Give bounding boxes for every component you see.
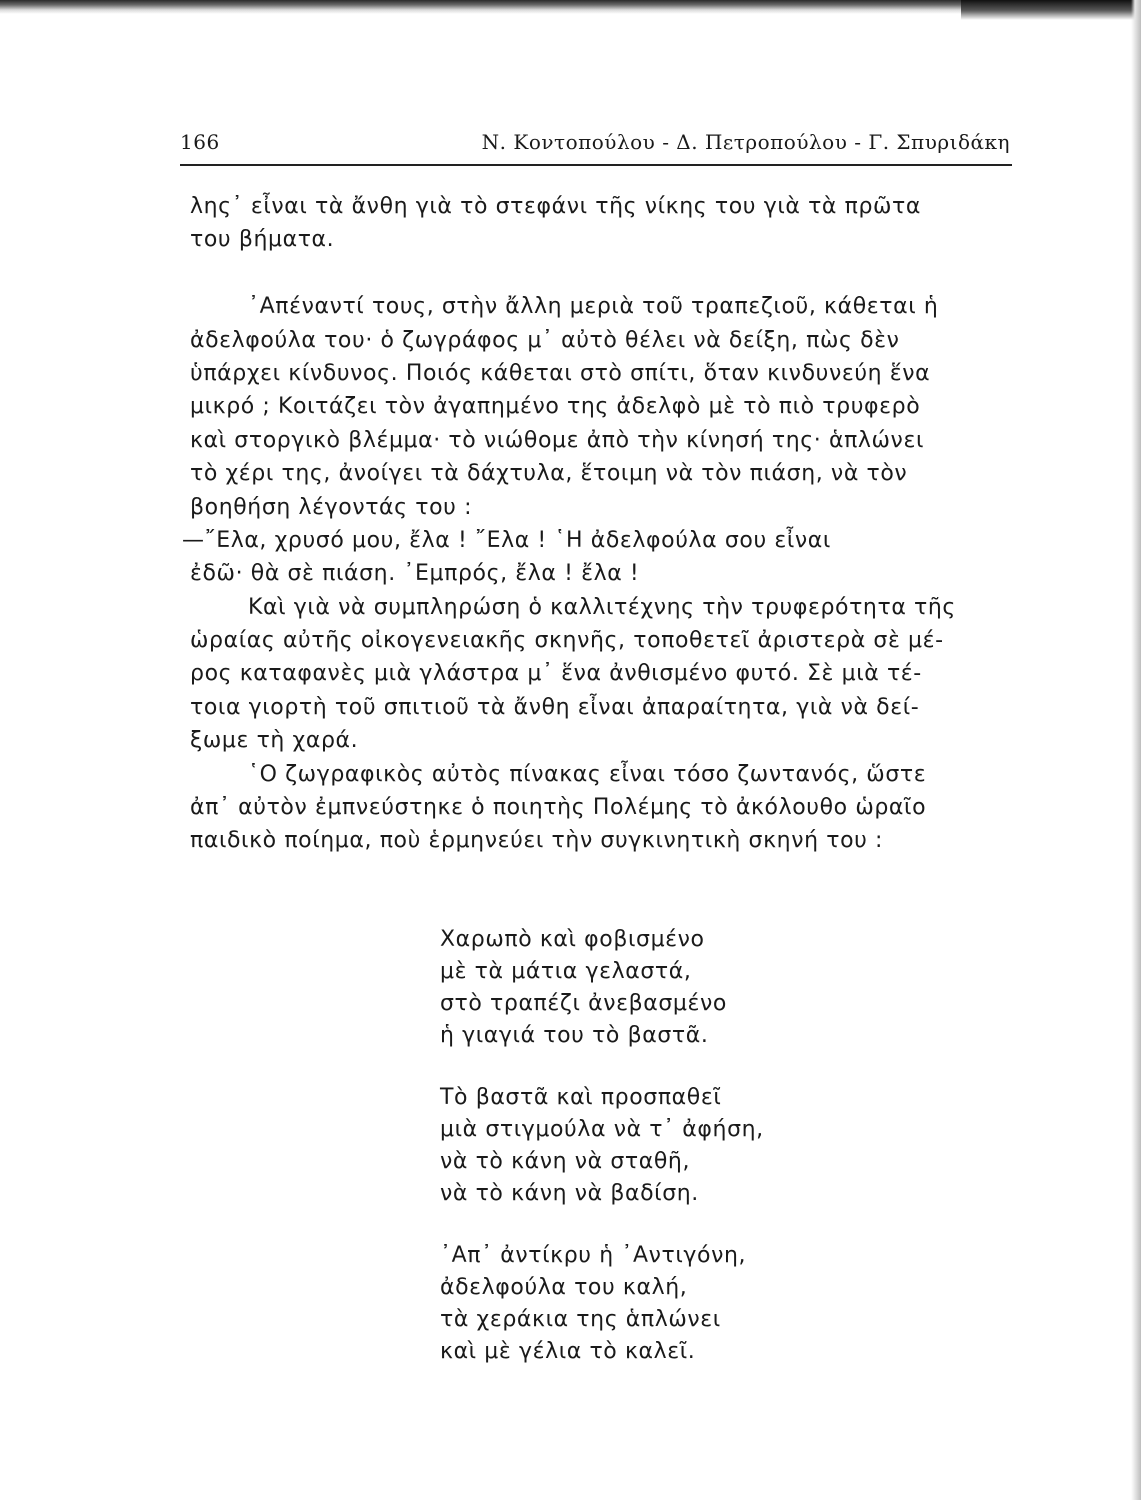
text-line: μικρό ; Κοιτάζει τὸν ἀγαπημένο της ἀδελφὸ μὲ τὸ πιὸ τρυφερὸ xyxy=(190,394,921,420)
text-line: ξωμε τὴ χαρά. xyxy=(190,728,359,754)
page-top-right-shadow xyxy=(961,0,1141,20)
poem-line: νὰ τὸ κάνη νὰ σταθῆ, xyxy=(440,1149,691,1174)
text-line: ὑπάρχει κίνδυνος. Ποιός κάθεται στὸ σπίτι, ὅταν κινδυνεύη ἕνα xyxy=(190,360,931,386)
text-line: ἐδῶ· θὰ σὲ πιάση. ᾽Εμπρός, ἔλα ! ἔλα ! xyxy=(190,561,640,587)
text-line: του βήματα. xyxy=(190,227,335,253)
poem-line: Τὸ βαστᾶ καὶ προσπαθεῖ xyxy=(440,1085,722,1110)
text-line: παιδικὸ ποίημα, ποὺ ἑρμηνεύει τὴν συγκινητικὴ σκηνή του : xyxy=(190,828,884,854)
poem-line: Χαρωπὸ καὶ φοβισμένο xyxy=(440,927,705,952)
body-text xyxy=(182,190,1010,858)
poem-stanza xyxy=(440,1082,960,1210)
text-line: καὶ στοργικὸ βλέμμα· τὸ νιώθομε ἀπὸ τὴν κίνησή της· ἁπλώνει xyxy=(190,427,924,453)
text-line: τὸ χέρι της, ἀνοίγει τὰ δάχτυλα, ἕτοιμη νὰ τὸν πιάση, νὰ τὸν xyxy=(190,461,908,487)
paragraph-gap xyxy=(190,257,1010,290)
poem-line: μὲ τὰ μάτια γελαστά, xyxy=(440,959,692,984)
page-header xyxy=(180,126,1010,158)
text-line: ᾽Απέναντί τους, στὴν ἄλλη μεριὰ τοῦ τραπεζιοῦ, κάθεται ἡ xyxy=(248,294,939,320)
poem-line: στὸ τραπέζι ἀνεβασμένο xyxy=(440,991,727,1016)
text-line: ὡραίας αὐτῆς οἰκογενειακῆς σκηνῆς, τοποθετεῖ ἀριστερὰ σὲ μέ- xyxy=(190,628,944,654)
text-line: βοηθήση λέγοντάς του : xyxy=(190,494,473,520)
poem-line: ἀδελφούλα του καλή, xyxy=(440,1275,688,1300)
poem-stanza xyxy=(440,1240,960,1368)
poem xyxy=(440,924,960,1398)
poem-line: τὰ χεράκια της ἁπλώνει xyxy=(440,1307,721,1332)
text-line: λης᾽ εἶναι τὰ ἄνθη γιὰ τὸ στεφάνι τῆς νίκης του γιὰ τὰ πρῶτα xyxy=(190,194,921,219)
poem-line: νὰ τὸ κάνη νὰ βαδίση. xyxy=(440,1181,699,1206)
text-line: ῾Ο ζωγραφικὸς αὐτὸς πίνακας εἶναι τόσο ζωντανός, ὥστε xyxy=(248,761,927,787)
page-number: 166 xyxy=(180,130,220,154)
text-line: ἀδελφούλα του· ὁ ζωγράφος μ᾽ αὐτὸ θέλει νὰ δείξη, πὼς δὲν xyxy=(190,327,900,353)
text-line: τοια γιορτὴ τοῦ σπιτιοῦ τὰ ἄνθη εἶναι ἀπαραίτητα, γιὰ νὰ δεί- xyxy=(190,694,920,720)
poem-line: καὶ μὲ γέλια τὸ καλεῖ. xyxy=(440,1339,696,1364)
poem-stanza xyxy=(440,924,960,1052)
text-line: ἀπ᾽ αὐτὸν ἐμπνεύστηκε ὁ ποιητὴς Πολέμης τὸ ἀκόλουθο ὡραῖο xyxy=(190,795,927,821)
text-line-dialog: —῎Ελα, χρυσό μου, ἔλα ! ῎Ελα ! ῾Η ἀδελφούλα σου εἶναι xyxy=(182,527,831,553)
poem-line: μιὰ στιγμούλα νὰ τ᾽ ἀφήση, xyxy=(440,1117,764,1142)
page-right-edge-shadow xyxy=(1131,0,1141,1500)
poem-line: ἡ γιαγιά του τὸ βαστᾶ. xyxy=(440,1023,709,1048)
header-rule xyxy=(180,164,1012,166)
running-head: Ν. Κοντοπούλου - Δ. Πετροπούλου - Γ. Σπυριδάκη xyxy=(481,130,1010,154)
text-line: ρος καταφανὲς μιὰ γλάστρα μ᾽ ἕνα ἀνθισμένο φυτό. Σὲ μιὰ τέ- xyxy=(190,661,922,687)
text-line: Καὶ γιὰ νὰ συμπληρώση ὁ καλλιτέχνης τὴν τρυφερότητα τῆς xyxy=(248,594,956,620)
poem-line: ᾽Απ᾽ ἀντίκρυ ἡ ᾽Αντιγόνη, xyxy=(440,1243,747,1268)
